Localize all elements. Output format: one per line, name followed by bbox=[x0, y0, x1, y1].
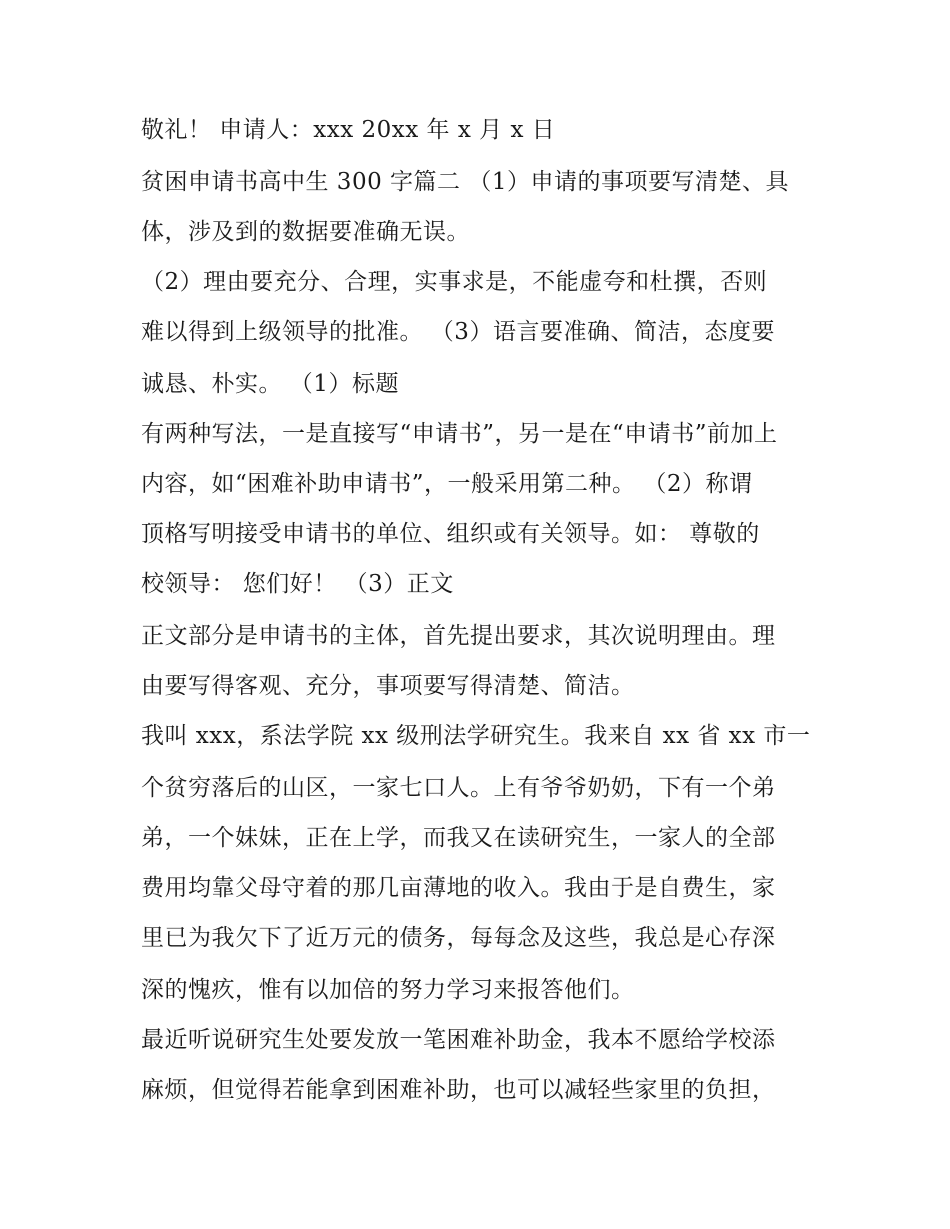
text-line: 最近听说研究生处要发放一笔困难补助金，我本不愿给学校添 bbox=[141, 1027, 776, 1053]
text-line: 深的愧疚，惟有以加倍的努力学习来报答他们。 bbox=[141, 977, 635, 1003]
text-line: 我叫 xxx，系法学院 xx 级刑法学研究生。我来自 xx 省 xx 市一 bbox=[141, 723, 811, 749]
text-line: 内容，如“困难补助申请书”，一般采用第二种。 （2）称谓 bbox=[141, 471, 753, 497]
text-line: 正文部分是申请书的主体，首先提出要求，其次说明理由。理 bbox=[141, 623, 776, 649]
text-line: 贫困申请书高中生 300 字篇二 （1）申请的事项要写清楚、具 bbox=[141, 169, 789, 195]
text-line: 费用均靠父母守着的那几亩薄地的收入。我由于是自费生，家 bbox=[141, 875, 776, 901]
text-line: 校领导： 您们好！ （3）正文 bbox=[141, 571, 454, 597]
text-line: 顶格写明接受申请书的单位、组织或有关领导。如： 尊敬的 bbox=[141, 521, 760, 547]
text-line: 难以得到上级领导的批准。 （3）语言要准确、简洁，态度要 bbox=[141, 319, 775, 345]
text-line: 敬礼！ 申请人：xxx 20xx 年 x 月 x 日 bbox=[141, 117, 556, 143]
text-line: 体，涉及到的数据要准确无误。 bbox=[141, 219, 470, 245]
text-line: 个贫穷落后的山区，一家七口人。上有爷爷奶奶，下有一个弟 bbox=[141, 775, 776, 801]
text-line: 里已为我欠下了近万元的债务，每每念及这些，我总是心存深 bbox=[141, 925, 776, 951]
text-line: 麻烦，但觉得若能拿到困难补助，也可以减轻些家里的负担， bbox=[141, 1077, 776, 1103]
text-line: 由要写得客观、充分，事项要写得清楚、简洁。 bbox=[141, 673, 635, 699]
text-line: 弟，一个妹妹，正在上学，而我又在读研究生，一家人的全部 bbox=[141, 825, 776, 851]
text-line: 有两种写法，一是直接写“申请书”，另一是在“申请书”前加上 bbox=[141, 421, 778, 447]
text-line: 诚恳、朴实。 （1）标题 bbox=[141, 371, 399, 397]
text-line: （2）理由要充分、合理，实事求是，不能虚夸和杜撰，否则 bbox=[141, 269, 768, 295]
